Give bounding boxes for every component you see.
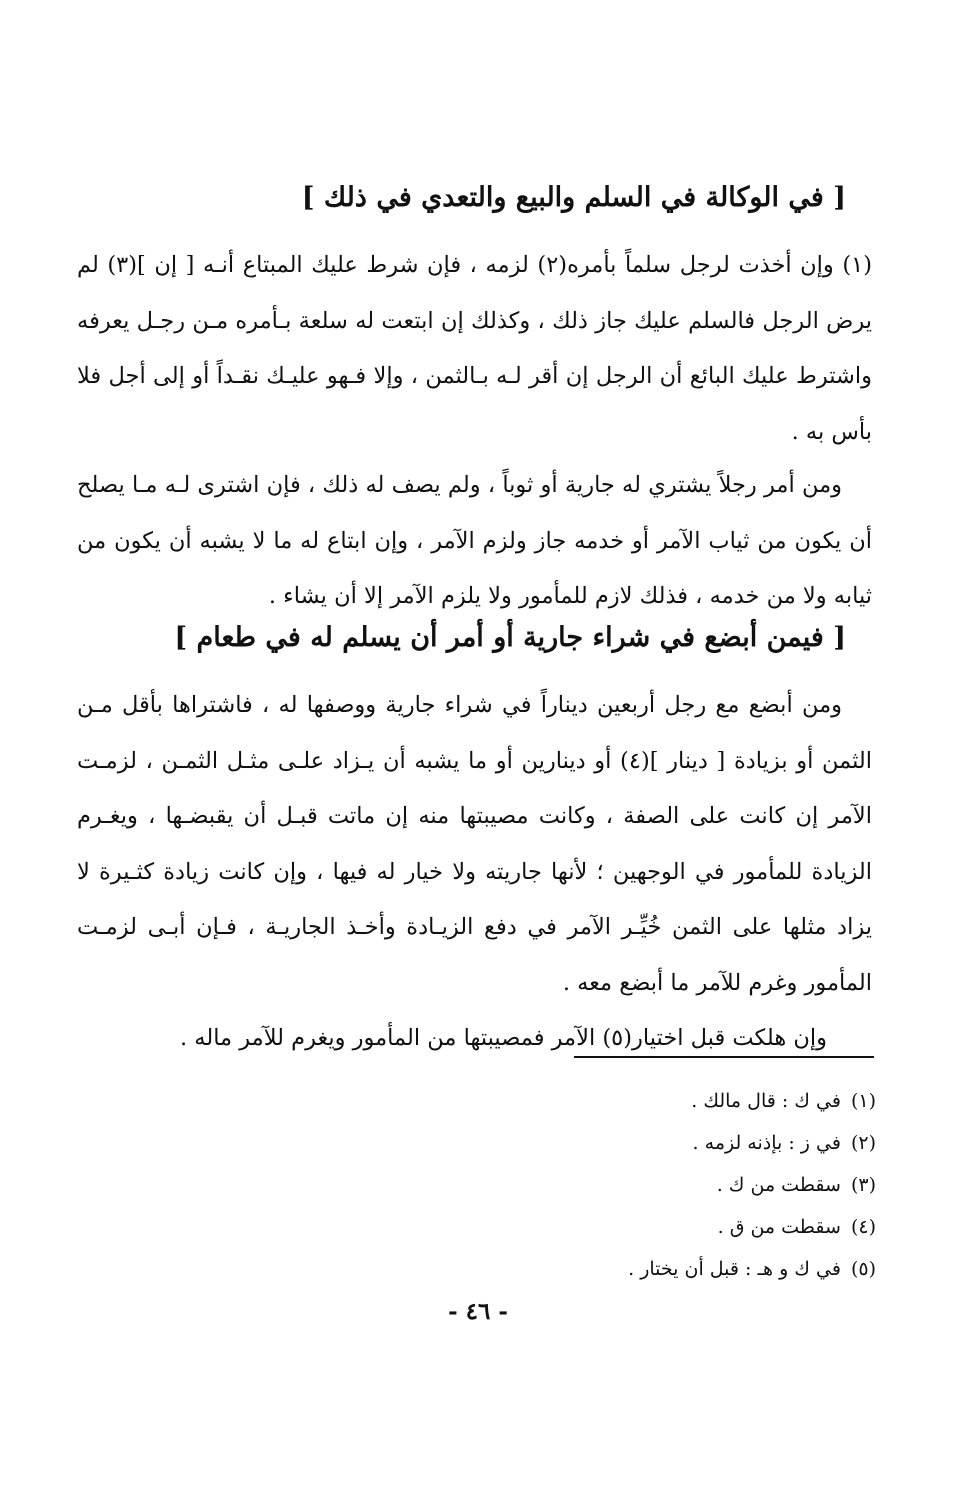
page-number: - ٤٦ -	[448, 1298, 508, 1325]
paragraph-forty-dinars: ومن أبضع مع رجل أربعين ديناراً في شراء جارية ووصفها له ، فاشتراها بأقل مـن الثمن أو بزيادة [ دينار ](٤) أو دينارين أو ما يشبه أن يـزاد علـى مثـل الثمـن ، لزمـت الآمر إن كانت على الصفة ، وكانت مصيبتها منه إن ماتت قبـل أن يقبضـها ، ويغـرم الزيادة للمأمور في الوجهين ؛ لأنها جاريته ولا خيار له فيها ، وإن كانت زيادة كثـيرة لا يزاد مثلها على الثمن خُيِّـر الآمر في دفع الزيـادة وأخـذ الجاريـة ، فـإن أبـى لزمـت المأمور وغرم للآمر ما أبضع معه .	[77, 692, 873, 996]
footnote-number: (١)	[850, 1090, 876, 1112]
footnotes-list	[476, 1080, 876, 1290]
footnote-text: سقطت من ك .	[716, 1174, 841, 1196]
footnote-item	[476, 1248, 876, 1290]
footnote-number: (٥)	[850, 1258, 876, 1280]
footnote-item	[476, 1164, 876, 1206]
section-heading-investment: [ فيمن أبضع في شراء جارية أو أمر أن يسلم له في طعام ]	[174, 622, 846, 653]
paragraph-group-1	[77, 238, 872, 460]
paragraph-group-2	[77, 458, 872, 625]
footnote-divider	[574, 1056, 874, 1058]
footnote-text: في ك و هـ : قبل أن يختار .	[628, 1258, 841, 1280]
section-heading-agency: [ في الوكالة في السلم والبيع والتعدي في ذلك ]	[301, 182, 846, 213]
footnote-text: في ز : بإذنه لزمه .	[692, 1132, 841, 1154]
paragraph-agency-salam: (١) وإن أخذت لرجل سلماً بأمره(٢) لزمه ، فإن شرط عليك المبتاع أنـه [ إن ](٣) لم يرض الرجل فالسلم عليك جاز ذلك ، وكذلك إن ابتعت له سلعة بـأمره مـن رجـل يعرفه واشترط عليك البائع أن الرجل إن أقر لـه بـالثمن ، وإلا فـهو عليـك نقـداً أو إلى أجل فلا بأس به .	[77, 252, 872, 445]
footnote-number: (٣)	[850, 1174, 876, 1196]
footnote-text: في ك : قال مالك .	[691, 1090, 841, 1112]
paragraph-group-3	[77, 678, 872, 1067]
footnote-text: سقطت من ق .	[717, 1216, 841, 1238]
footnote-number: (٤)	[850, 1216, 876, 1238]
footnote-item	[476, 1080, 876, 1122]
footnote-item	[476, 1122, 876, 1164]
footnote-item	[476, 1206, 876, 1248]
paragraph-perished-before-choice: وإن هلكت قبل اختيار(٥) الآمر فمصيبتها من المأمور ويغرم للآمر ماله .	[179, 1025, 827, 1051]
paragraph-buying-for-other: ومن أمر رجلاً يشتري له جارية أو ثوباً ، ولم يصف له ذلك ، فإن اشترى لـه مـا يصلح أن يكون من ثياب الآمر أو خدمه جاز ولزم الآمر ، وإن ابتاع له ما لا يشبه أن يكون من ثيابه ولا من خدمه ، فذلك لازم للمأمور ولا يلزم الآمر إلا أن يشاء .	[77, 472, 872, 609]
footnote-number: (٢)	[850, 1132, 876, 1154]
